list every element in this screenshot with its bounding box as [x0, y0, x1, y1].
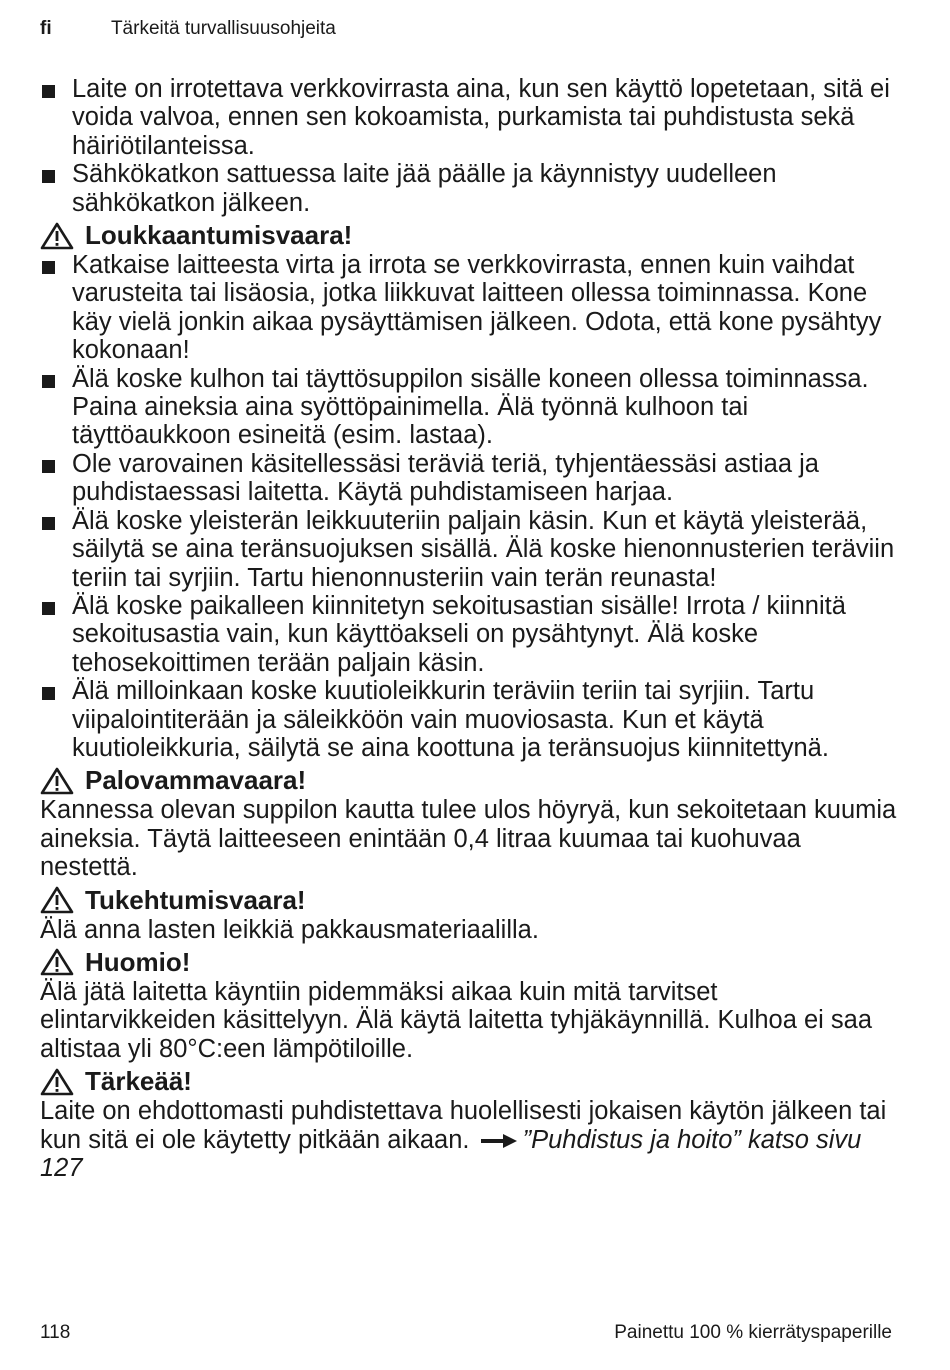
important-text: Laite on ehdottomasti puhdistettava huolellisesti jokaisen käytön jälkeen tai kun sitä ei ole käytetty pitkään aikaan. ”Puhdistus ja hoito” katso sivu 127	[40, 1097, 887, 1182]
suffocation-heading: Tukehtumisvaara!	[40, 885, 900, 916]
list-item: Älä koske kulhon tai täyttösuppilon sisälle koneen ollessa toiminnassa. Paina aineksia aina syöttöpainimella. Älä työnnä kulhoon tai täyttöaukkoon esineitä (esim. lastaa).	[40, 365, 900, 450]
page-number: 118	[40, 1322, 71, 1343]
list-item: Älä koske paikalleen kiinnitetyn sekoitusastian sisälle! Irrota / kiinnitä sekoitusastia vain, kun käyttöakseli on pysähtynyt. Älä koske tehosekoittimen terään paljain käsin.	[40, 592, 900, 677]
burn-text: Kannessa olevan suppilon kautta tulee ulos höyryä, kun sekoitetaan kuumia aineksia. Täytä laitteeseen enintään 0,4 litraa kuumaa tai kuohuvaa nestettä.	[40, 796, 897, 882]
list-item: Sähkökatkon sattuessa laite jää päälle ja käynnistyy uudelleen sähkökatkon jälkeen.	[40, 160, 900, 217]
square-bullet-icon	[42, 85, 55, 98]
square-bullet-icon	[42, 460, 55, 473]
arrow-right-icon	[481, 1134, 517, 1148]
list-item: Katkaise laitteesta virta ja irrota se verkkovirrasta, ennen kuin vaihdat varusteita tai lisäosia, jotka liikkuvat laitteen ollessa toiminnassa. Kone käy vielä jonkin aikaa pysäyttämisen jälkeen. Odota, että kone pysähtyy kokonaan!	[40, 251, 900, 365]
section-title: Tärkeitä turvallisuusohjeita	[110, 18, 336, 39]
caution-text: Älä jätä laitetta käyntiin pidemmäksi aikaa kuin mitä tarvitset elintarvikkeiden käsittelyyn. Älä käytä laitetta tyhjäkäynnillä. Kulhoa ei saa altistaa yli 80°C:een lämpötiloille.	[40, 977, 873, 1063]
suffocation-text: Älä anna lasten leikkiä pakkausmateriaalilla.	[40, 915, 539, 944]
list-item: Ole varovainen käsitellessäsi teräviä teriä, tyhjentäessäsi astiaa ja puhdistaessasi laitetta. Käytä puhdistamiseen harjaa.	[40, 450, 900, 507]
square-bullet-icon	[42, 687, 55, 700]
language-code: fi	[40, 18, 52, 39]
injury-list	[40, 251, 900, 762]
injury-heading: Loukkaantumisvaara!	[40, 220, 900, 251]
warning-triangle-icon	[40, 948, 74, 976]
list-item: Älä koske yleisterän leikkuuteriin paljain käsin. Kun et käytä yleisterää, säilytä se aina teränsuojuksen sisällä. Älä koske hienonnusterien teräviin teriin tai syrjiin. Tartu hienonnusteriin vain terän reunasta!	[40, 507, 900, 592]
list-item: Laite on irrotettava verkkovirrasta aina, kun sen käyttö lopetetaan, sitä ei voida valvoa, ennen sen kokoamista, purkamista tai puhdistusta sekä häiriötilanteissa.	[40, 75, 900, 160]
page-content	[40, 75, 900, 1182]
intro-list	[40, 75, 900, 217]
important-heading: Tärkeää!	[40, 1066, 900, 1097]
caution-heading: Huomio!	[40, 947, 900, 978]
square-bullet-icon	[42, 170, 55, 183]
square-bullet-icon	[42, 517, 55, 530]
list-item: Älä milloinkaan koske kuutioleikkurin teräviin teriin tai syrjiin. Tartu viipalointiterään ja säleikköön vain muoviosasta. Kun et käytä kuutioleikkuria, säilytä se aina koottuna ja teränsuojus kiinnitettynä.	[40, 677, 900, 762]
square-bullet-icon	[42, 261, 55, 274]
square-bullet-icon	[42, 375, 55, 388]
footer-note: Painettu 100 % kierrätyspaperille	[614, 1322, 892, 1343]
warning-triangle-icon	[40, 767, 74, 795]
page-header	[40, 18, 336, 40]
warning-triangle-icon	[40, 1068, 74, 1096]
warning-triangle-icon	[40, 886, 74, 914]
square-bullet-icon	[42, 602, 55, 615]
warning-triangle-icon	[40, 222, 74, 250]
cross-reference-link[interactable]: ”Puhdistus ja hoito” katso sivu 127	[40, 1125, 862, 1182]
burn-heading: Palovammavaara!	[40, 765, 900, 796]
